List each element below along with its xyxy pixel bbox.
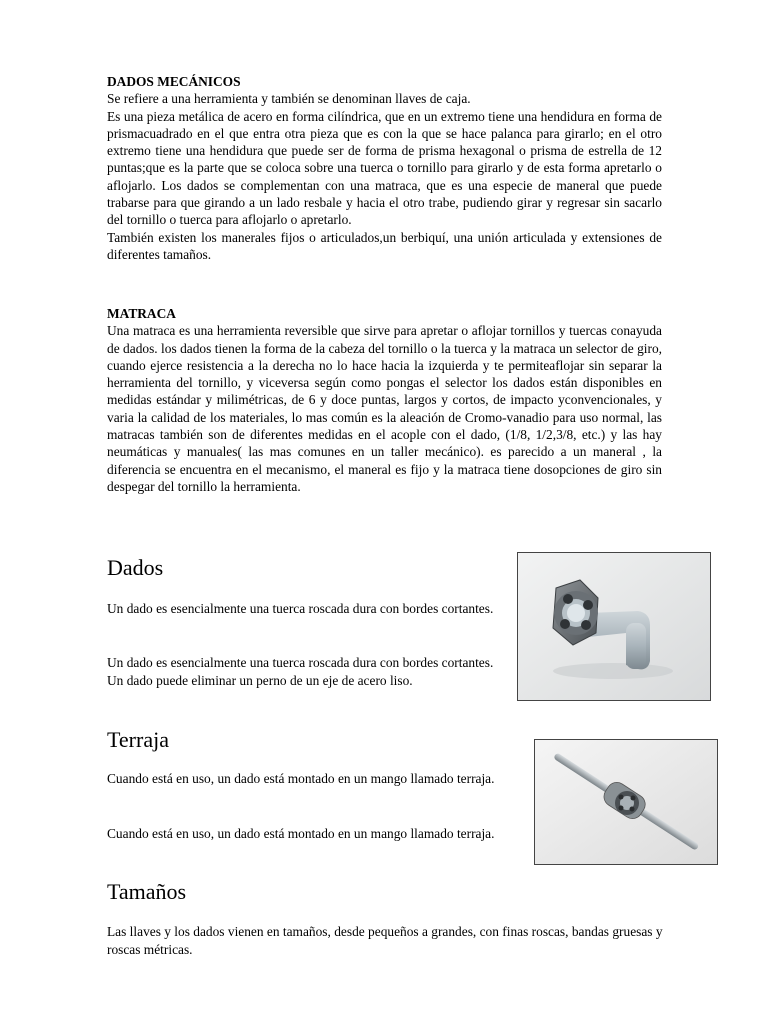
- terraja-paragraph-1: Cuando está en uso, un dado está montado en un mango llamado terraja.: [107, 771, 495, 786]
- dados-paragraph-1: Un dado es esencialmente una tuerca roscada dura con bordes cortantes.: [107, 601, 494, 616]
- dados-paragraph-2: Un dado es esencialmente una tuerca roscada dura con bordes cortantes. Un dado puede eliminar un perno de un eje de acero liso.: [107, 655, 494, 688]
- tamanos-paragraph: Las llaves y los dados vienen en tamaños, desde pequeños a grandes, con finas roscas, bandas gruesas y roscas métricas.: [107, 924, 663, 957]
- terraja-paragraph-2: Cuando está en uso, un dado está montado en un mango llamado terraja.: [107, 826, 495, 841]
- matraca-paragraph: Una matraca es una herramienta reversible que sirve para apretar o aflojar tornillos y tuercas conayuda de dados. los dados tienen la forma de la cabeza del tornillo o la tuerca y la matraca un selector de giro, cuando ejerce resistencia a la derecha no lo hace hacia la izquierda y te permiteaflojar sin separar la herramienta del tornillo, y viceversa según como pongas el selector los dados están disponibles en medidas estándar y milimétricas, de 6 y doce puntas, largos y cortos, de impacto yconvencionales, y varia la calidad de los materiales, lo mas común es la aleación de Cromo-vanadio para uso normal, las matracas también son de diferentes medidas en el acople con el dado, (1/8, 1/2,3/8, etc.) y las hay neumáticas y manuales( las mas comunes en un taller mecánico). es parecido a un maneral , la diferencia se encuentra en el mecanismo, el maneral es fijo y la matraca tiene dosopciones de giro sin despegar del tornillo la herramienta.: [107, 323, 662, 494]
- intro-heading: DADOS MECÁNICOS: [107, 74, 241, 89]
- intro-section: [107, 73, 662, 263]
- die-stock-photo: [534, 739, 718, 865]
- matraca-section: [107, 305, 662, 495]
- die-photo: [517, 552, 711, 701]
- die-illustration: [518, 553, 710, 700]
- intro-paragraph-2: Es una pieza metálica de acero en forma cilíndrica, que en un extremo tiene una hendidura en forma de prismacuadrado en el que entra otra pieza que es con la que se hace palanca para girarlo; en el otro extremo tiene una hendidura que puede ser de forma de prisma hexagonal o prisma de estrella de 12 puntas;que es la parte que se coloca sobre una tuerca o tornillo para girarlo y de esta forma apretarlo o aflojarlo. Los dados se complementan con una matraca, que es una especie de maneral que puede trabarse para que girando a un lado resbale y hacia el otro trabe, pudiendo girar y regresar sin sacarlo del tornillo o tuerca para aflojarlo o apretarlo.: [107, 108, 662, 228]
- intro-paragraph-1: Se refiere a una herramienta y también se denominan llaves de caja.: [107, 91, 471, 107]
- die-stock-illustration: [535, 740, 717, 864]
- intro-paragraph-3: También existen los manerales fijos o articulados,un berbiquí, una unión articulada y extensiones de diferentes tamaños.: [107, 229, 662, 262]
- dados-heading: Dados: [107, 555, 164, 580]
- matraca-heading: MATRACA: [107, 306, 176, 321]
- tamanos-heading: Tamaños: [107, 879, 187, 904]
- terraja-heading: Terraja: [107, 727, 169, 752]
